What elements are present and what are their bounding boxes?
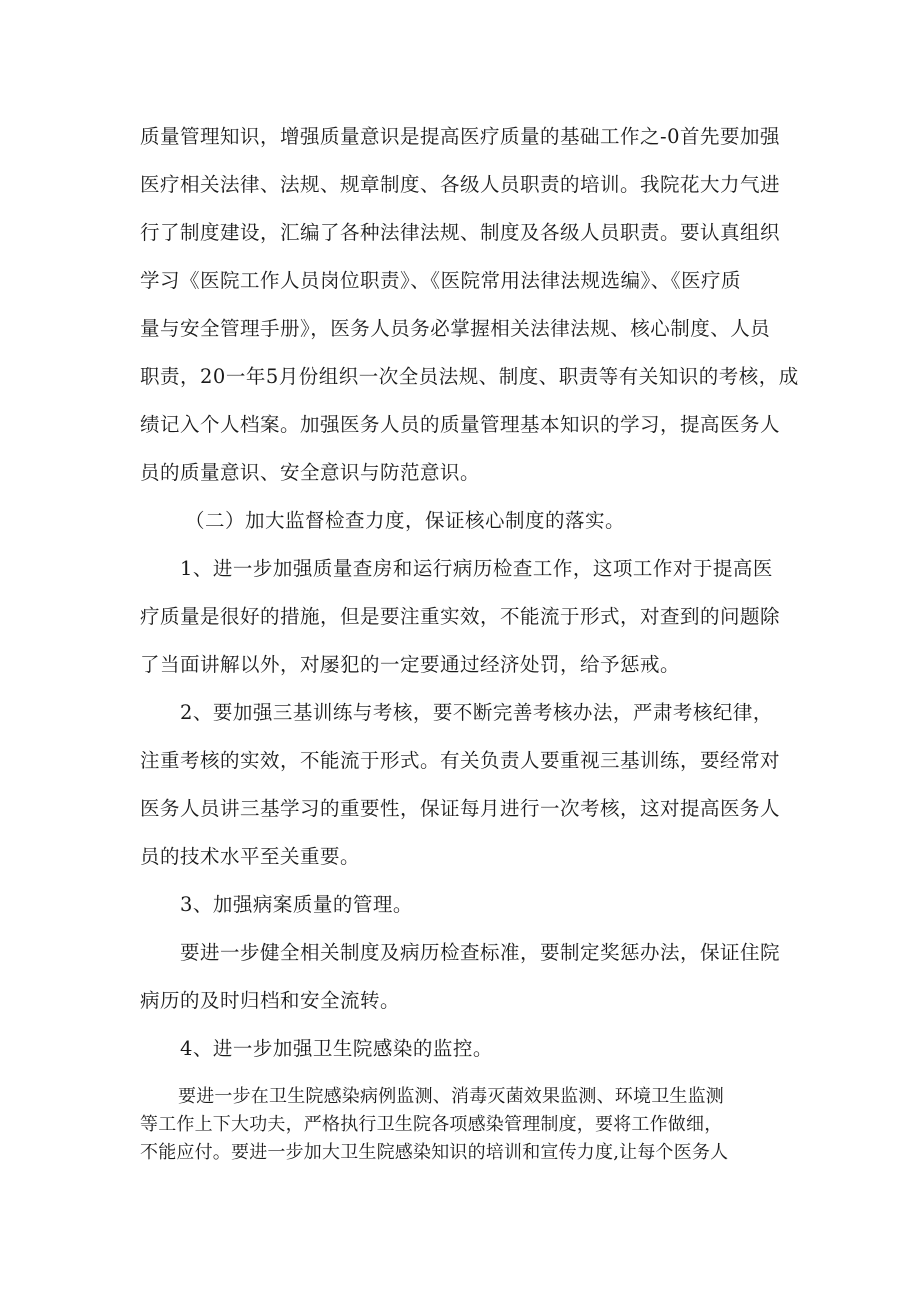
text-line: 行了制度建设，汇编了各种法律法规、制度及各级人员职责。要认真组织 xyxy=(140,221,781,244)
subheading: 4、进一步加强卫生院感染的监控。 xyxy=(180,1037,493,1060)
text-line: 职责，20一年5月份组织一次全员法规、制度、职责等有关知识的考核，成 xyxy=(140,365,799,388)
text-line: 1、进一步加强质量查房和运行病历检查工作，这项工作对于提高医 xyxy=(180,557,773,580)
text-line: 了当面讲解以外，对屡犯的一定要通过经济处罚，给予惩戒。 xyxy=(140,653,681,676)
text-line: 质量管理知识，增强质量意识是提高医疗质量的基础工作之-0首先要加强 xyxy=(140,125,780,148)
text-line: 医疗相关法律、法规、规章制度、各级人员职责的培训。我院花大力气进 xyxy=(140,173,781,196)
subheading: 3、加强病案质量的管理。 xyxy=(180,893,413,916)
text-line: 量与安全管理手册》，医务人员务必掌握相关法律法规、核心制度、人员 xyxy=(140,317,771,340)
text-line: 2、要加强三基训练与考核，要不断完善考核办法，严肃考核纪律， xyxy=(180,701,773,724)
text-line: 医务人员讲三基学习的重要性，保证每月进行一次考核，这对提高医务人 xyxy=(140,797,781,820)
text-line: 等工作上下大功夫，严格执行卫生院各项感染管理制度，要将工作做细， xyxy=(140,1114,723,1135)
text-line: 绩记入个人档案。加强医务人员的质量管理基本知识的学习，提高医务人 xyxy=(140,413,781,436)
text-line: 注重考核的实效，不能流于形式。有关负责人要重视三基训练，要经常对 xyxy=(140,749,781,772)
section-heading: （二）加大监督检查力度，保证核心制度的落实。 xyxy=(185,509,626,532)
text-line: 疗质量是很好的措施，但是要注重实效，不能流于形式，对查到的问题除 xyxy=(140,605,781,628)
text-line: 员的质量意识、安全意识与防范意识。 xyxy=(140,461,481,484)
text-line: 不能应付。要进一步加大卫生院感染知识的培训和宣传力度,让每个医务人 xyxy=(140,1142,729,1163)
text-line: 员的技术水平至关重要。 xyxy=(140,845,361,868)
text-line: 学习《医院工作人员岗位职责》、《医院常用法律法规选编》、《医疗质 xyxy=(140,269,742,292)
text-line: 要进一步在卫生院感染病例监测、消毒灭菌效果监测、环境卫生监测 xyxy=(178,1086,724,1107)
text-line: 病历的及时归档和安全流转。 xyxy=(140,989,401,1012)
text-line: 要进一步健全相关制度及病历检查标准，要制定奖惩办法，保证住院 xyxy=(180,941,781,964)
